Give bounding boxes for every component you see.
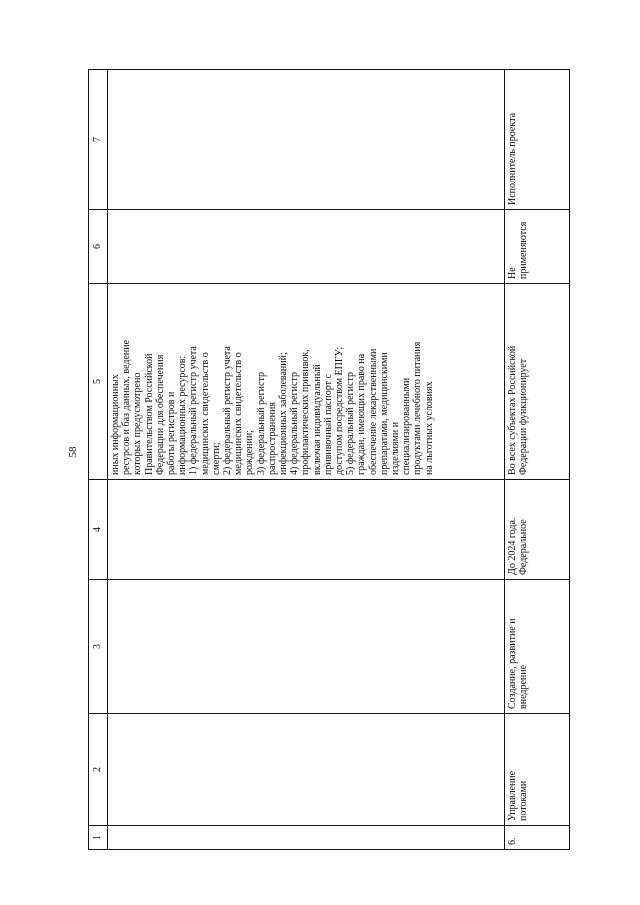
- row2-applicability: Не применяются: [505, 210, 570, 284]
- row1-cell-2: [108, 714, 505, 826]
- row2-number: 6.: [505, 826, 570, 850]
- table-row: [108, 70, 505, 850]
- table-header-row: [89, 70, 108, 850]
- row2-result: Во всех субъектах Российской Федерации функционирует: [505, 284, 570, 480]
- row2-deadline: До 2024 года. Федеральное: [505, 480, 570, 580]
- header-cell-1: 1: [89, 826, 108, 850]
- table-row: [505, 70, 570, 850]
- rotated-table-wrapper: [88, 70, 563, 850]
- row1-cell-1: [108, 826, 505, 850]
- header-cell-4: 4: [89, 480, 108, 580]
- row2-action: Создание, развитие и внедрение: [505, 580, 570, 714]
- row1-cell-6: [108, 210, 505, 284]
- header-cell-7: 7: [89, 70, 108, 210]
- measures-table: [88, 69, 570, 850]
- row1-cell-3: [108, 580, 505, 714]
- table-frame: [88, 70, 563, 850]
- header-cell-2: 2: [89, 714, 108, 826]
- row1-cell-4: [108, 480, 505, 580]
- page-number: 58: [67, 446, 79, 458]
- row2-executor: Исполнитель проекта: [505, 70, 570, 210]
- header-cell-3: 3: [89, 580, 108, 714]
- header-cell-5: 5: [89, 284, 108, 480]
- row1-cell-7: [108, 70, 505, 210]
- header-cell-6: 6: [89, 210, 108, 284]
- row2-name: Управление потоками: [505, 714, 570, 826]
- row1-cell-5-registries: иных информационных ресурсов и баз данных, ведение которых предусмотрено Правительством Российской Федерации для обеспечения работы регистров и информационных ресурсов: 1) федеральный регистр учета медицинских свидетельств о смерти; 2) федеральный регистр учета медицинских свидетельств о рождении; 3) федеральный регистр распространения инфекционных заболеваний; 4) федеральный регистр профилактических прививок, включая индивидуальный прививочный паспорт с доступом посредством ЕПГУ; 5) федеральный регистр граждан, имеющих право на обеспечение лекарственными препаратами, медицинскими изделиями и специализированными продуктами лечебного питания на льготных условиях: [108, 284, 505, 480]
